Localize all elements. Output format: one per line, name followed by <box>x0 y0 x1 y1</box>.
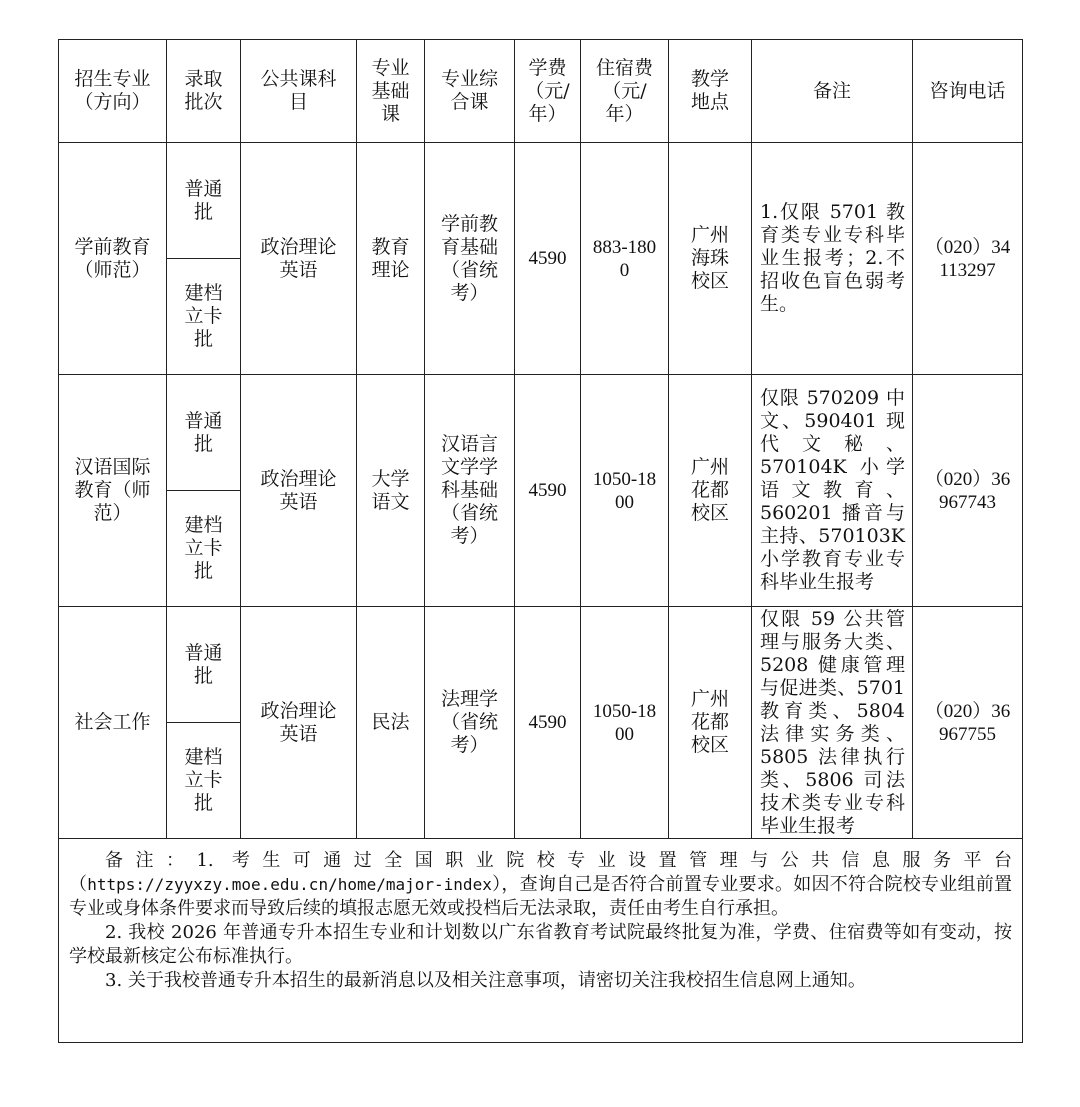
header-remarks: 备注 <box>752 40 913 143</box>
batch-poverty-registered: 建档立卡批 <box>167 723 241 839</box>
header-phone: 咨询电话 <box>913 40 1023 143</box>
location-cell: 广州海珠校区 <box>669 143 752 375</box>
dorm-fee-cell: 1050-1800 <box>581 607 669 839</box>
header-major: 招生专业（方向） <box>59 40 167 143</box>
basic-course-cell: 民法 <box>357 607 425 839</box>
remarks-cell: 仅限 570209 中文、590401 现代文秘、570104K 小学语文教育、560201 播音与主持、570103K 小学教育专业专科毕业生报考 <box>752 375 913 607</box>
public-course-cell: 政治理论英语 <box>241 607 357 839</box>
header-row <box>59 40 1023 143</box>
comprehensive-course-cell: 法理学（省统考） <box>425 607 515 839</box>
admissions-table <box>58 39 1023 1043</box>
phone-cell: （020）34113297 <box>913 143 1023 375</box>
comprehensive-course-cell: 学前教育基础（省统考） <box>425 143 515 375</box>
header-batch: 录取批次 <box>167 40 241 143</box>
major-cell: 社会工作 <box>59 607 167 839</box>
header-public-course: 公共课科目 <box>241 40 357 143</box>
dorm-fee-cell: 1050-1800 <box>581 375 669 607</box>
header-basic-course: 专业基础课 <box>357 40 425 143</box>
batch-poverty-registered: 建档立卡批 <box>167 259 241 375</box>
batch-regular: 普通批 <box>167 607 241 723</box>
location-cell: 广州花都校区 <box>669 375 752 607</box>
location-cell: 广州花都校区 <box>669 607 752 839</box>
batch-regular: 普通批 <box>167 375 241 491</box>
public-course-cell: 政治理论英语 <box>241 375 357 607</box>
footnote-row <box>59 839 1023 1043</box>
batch-regular: 普通批 <box>167 143 241 259</box>
table-row <box>59 375 1023 491</box>
remarks-cell: 1.仅限 5701 教育类专业专科毕业生报考；2.不招收色盲色弱考生。 <box>752 143 913 375</box>
dorm-fee-cell: 883-1800 <box>581 143 669 375</box>
major-cell: 汉语国际教育（师范） <box>59 375 167 607</box>
comprehensive-course-cell: 汉语言文学学科基础（省统考） <box>425 375 515 607</box>
table-row <box>59 143 1023 259</box>
tuition-cell: 4590 <box>515 375 581 607</box>
footnote-item-1: 备注：1. 考生可通过全国职业院校专业设置管理与公共信息服务平台（https://zyyxzy.moe.edu.cn/home/major-index），查询自己是否符合前置专业要求。如因不符合院校专业组前置专业或身体条件要求而导致后续的填报志愿无效或投档后无法录取，责任由考生自行承担。 <box>69 850 1012 919</box>
footnote-cell <box>59 839 1023 1043</box>
batch-poverty-registered: 建档立卡批 <box>167 491 241 607</box>
tuition-cell: 4590 <box>515 607 581 839</box>
header-tuition: 学费（元/年） <box>515 40 581 143</box>
public-course-cell: 政治理论英语 <box>241 143 357 375</box>
remarks-cell: 仅限 59 公共管理与服务大类、5208 健康管理与促进类、5701 教育类、5804 法律实务类、5805 法律执行类、5806 司法技术类专业专科毕业生报考 <box>752 607 913 839</box>
basic-course-cell: 大学语文 <box>357 375 425 607</box>
header-dorm-fee: 住宿费（元/年） <box>581 40 669 143</box>
table-row <box>59 607 1023 723</box>
major-cell: 学前教育（师范） <box>59 143 167 375</box>
header-comprehensive-course: 专业综合课 <box>425 40 515 143</box>
header-location: 教学地点 <box>669 40 752 143</box>
platform-url[interactable]: https://zyyxzy.moe.edu.cn/home/major-index <box>87 875 492 894</box>
phone-cell: （020）36967755 <box>913 607 1023 839</box>
footnote-item-2: 2. 我校 2026 年普通专升本招生专业和计划数以广东省教育考试院最终批复为准，学费、住宿费等如有变动，按学校最新核定公布标准执行。 <box>69 922 1012 967</box>
tuition-cell: 4590 <box>515 143 581 375</box>
phone-cell: （020）36967743 <box>913 375 1023 607</box>
basic-course-cell: 教育理论 <box>357 143 425 375</box>
footnote-item-3: 3. 关于我校普通专升本招生的最新消息以及相关注意事项，请密切关注我校招生信息网上通知。 <box>105 970 866 991</box>
